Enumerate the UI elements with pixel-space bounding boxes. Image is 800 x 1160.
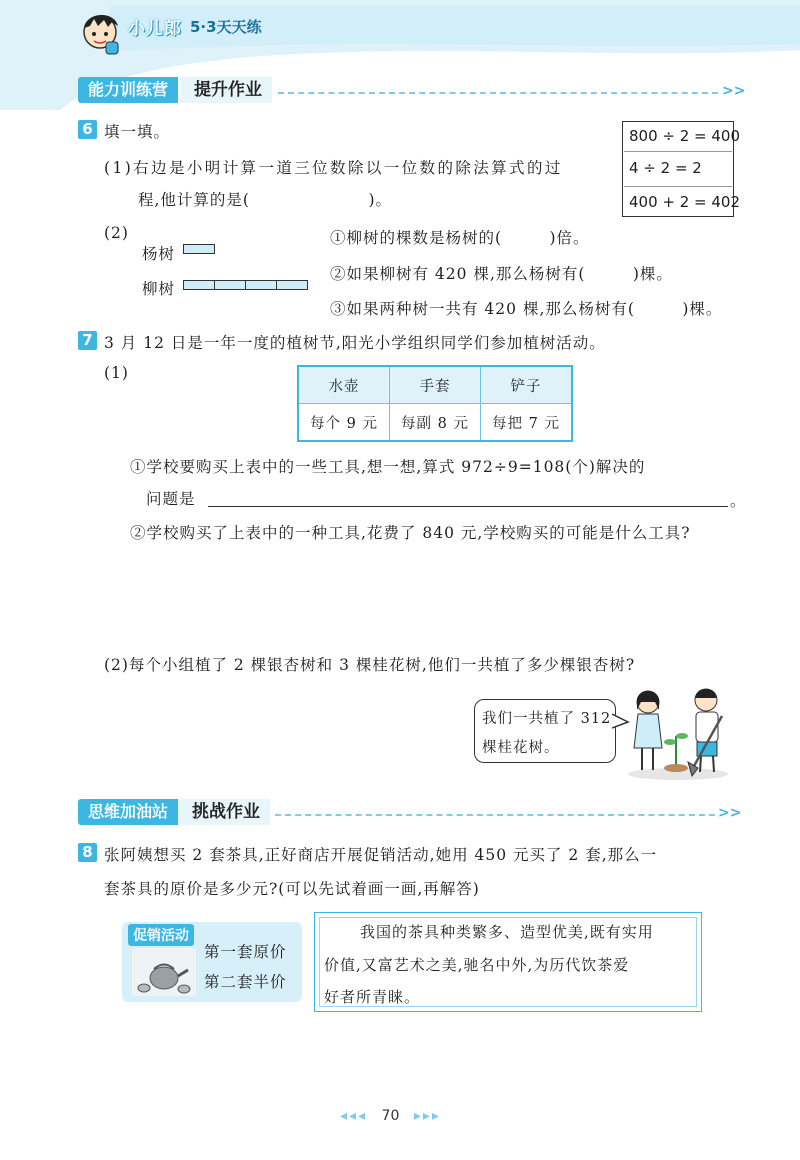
table-header-cell: 铲子 [481,366,573,404]
info-line1: 我国的茶具种类繁多、造型优美,既有实用 [360,923,654,941]
teapot-icon [132,948,196,996]
calc-step-1: 800 ÷ 2 = 400 [629,127,741,145]
label-willow: 柳树 [142,280,176,298]
q7-sub1-line2: 问题是 [146,490,196,508]
table-cell: 每把 7 元 [481,404,573,442]
q7-sub1-line1: ①学校要购买上表中的一些工具,想一想,算式 972÷9=108(个)解决的 [130,458,646,476]
section-tag-thinking: 思维加油站 [78,799,178,825]
bubble-text-line1: 我们一共植了 312 [482,711,612,727]
promo-title: 促销活动 [128,924,194,946]
logo-text: 小儿郎 [128,19,182,39]
promo-line1: 第一套原价 [204,943,287,961]
section-tag-ability: 能力训练营 [78,77,178,103]
q7-part2: (2)每个小组植了 2 棵银杏树和 3 棵桂花树,他们一共植了多少棵银杏树? [104,656,636,674]
willow-bar-cell [183,280,215,290]
poplar-bar [183,244,215,254]
q6-part1-line2: 程,他计算的是( )。 [138,191,393,209]
info-line3: 好者所青睐。 [324,988,421,1006]
calc-divider [624,186,732,187]
calc-step-2: 4 ÷ 2 = 2 [629,159,702,177]
section-subtitle-thinking: 挑战作业 [178,799,270,825]
question-number-6: 6 [78,120,97,139]
q7-sub1-end: 。 [730,492,747,510]
children-planting-illustration [622,686,734,782]
willow-bar-cell [276,280,308,290]
section-divider [278,92,718,94]
table-cell: 每个 9 元 [298,404,390,442]
series-title: 5·3天天练 [190,18,262,36]
table-header-cell: 水壶 [298,366,390,404]
q6-sub2: ②如果柳树有 420 棵,那么杨树有( )棵。 [330,265,673,283]
info-line2: 价值,又富艺术之美,驰名中外,为历代饮茶爱 [324,956,630,974]
section-subtitle-ability: 提升作业 [180,77,272,103]
left-arrows-icon: ◂◂◂ [340,1108,368,1124]
answer-line [208,506,728,507]
willow-bar-cell [214,280,246,290]
section-divider [275,814,715,816]
question-number-8: 8 [78,843,97,862]
section-arrow-icon: >> [718,805,742,821]
q6-part1-line1: (1)右边是小明计算一道三位数除以一位数的除法算式的过 [104,159,563,177]
q8-line2: 套茶具的原价是多少元?(可以先试着画一画,再解答) [104,880,480,898]
calculation-box [622,121,741,217]
q6-title: 填一填。 [104,123,171,141]
q6-sub1: ①柳树的棵数是杨树的( )倍。 [330,229,590,247]
willow-bar-cell [245,280,277,290]
question-number-7: 7 [78,331,97,350]
page-footer [340,1108,441,1124]
label-poplar: 杨树 [142,245,176,263]
calc-step-3: 400 + 2 = 402 [629,193,741,211]
calc-divider [624,151,732,152]
mascot-icon [76,8,126,56]
right-arrows-icon: ▸▸▸ [413,1108,441,1124]
q8-line1: 张阿姨想买 2 套茶具,正好商店开展促销活动,她用 450 元买了 2 套,那么一 [104,846,658,864]
promo-line2: 第二套半价 [204,973,287,991]
q6-part2-label: (2) [104,224,129,242]
table-cell: 每副 8 元 [390,404,481,442]
q6-sub3: ③如果两种树一共有 420 棵,那么杨树有( )棵。 [330,300,723,318]
q7-part1-label: (1) [104,364,129,382]
tools-price-table [297,365,573,442]
q7-intro: 3 月 12 日是一年一度的植树节,阳光小学组织同学们参加植树活动。 [104,334,606,352]
bubble-text-line2: 棵桂花树。 [482,740,560,756]
section-arrow-icon: >> [722,83,746,99]
q7-sub2: ②学校购买了上表中的一种工具,花费了 840 元,学校购买的可能是什么工具? [130,524,691,542]
table-header-cell: 手套 [390,366,481,404]
page-number: 70 [381,1108,400,1124]
